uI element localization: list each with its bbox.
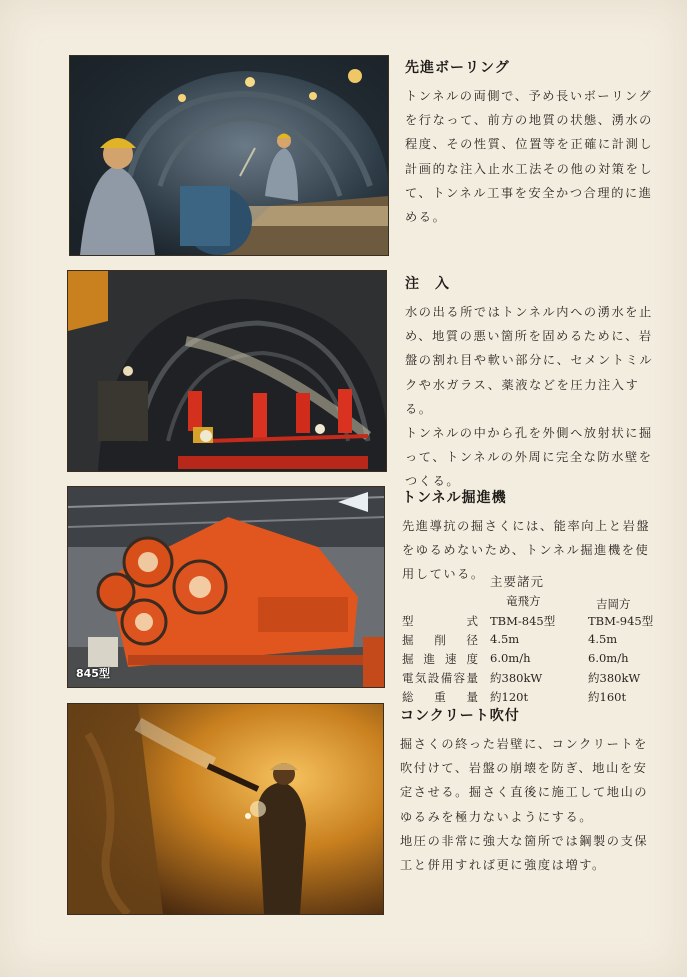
photo-advance-boring — [69, 55, 389, 256]
specs-row-value-1: 6.0m/h — [490, 651, 531, 665]
photo-tbm — [67, 486, 385, 688]
specs-column-header: 吉岡方 — [596, 597, 631, 611]
specs-row-label: 掘進速度 — [402, 652, 478, 666]
specs-title: 主要諸元 — [490, 574, 545, 589]
photo-shotcrete-image — [68, 704, 383, 914]
section-body: 掘さくの終った岩壁に、コンクリートを 吹付けて、岩盤の崩壊を防ぎ、地山を安 定させる。掘さく直後に施工して地山の ゆるみを極力ないようにする。 地圧の非常に強大な箇所では鋼製の支保 工と併用すれば更に強度は増す。 — [400, 737, 649, 873]
specs-row-value-1: 約380kW — [490, 671, 543, 685]
specs-row-label: 総 重 量 — [402, 690, 478, 704]
specs-row-value-2: 6.0m/h — [588, 651, 629, 665]
specs-row-label: 電気設備容量 — [402, 671, 478, 685]
photo-injection — [67, 270, 387, 472]
section-advance-boring — [405, 57, 655, 229]
specs-row — [402, 670, 662, 690]
specs-row-value-2: TBM-945型 — [588, 614, 654, 628]
section-body: 先進導抗の掘さくには、能率向上と岩盤 をゆるめないため、トンネル掘進機を使 用している。 — [402, 519, 651, 582]
photo-shotcrete — [67, 703, 384, 915]
specs-row-label: 型 式 — [402, 614, 478, 628]
section-body: トンネルの両側で、予め長いボーリング を行なって、前方の地質の状態、湧水の 程度、その性質、位置等を正確に計測し 計画的な注入止水工法その他の対策をし て、トンネル工事を安全かつ合理的に進 める。 — [405, 89, 654, 225]
section-injection — [405, 273, 655, 494]
section-body: 水の出る所ではトンネル内への湧水を止 め、地質の悪い箇所を固めるために、岩 盤の割れ目や軟い部分に、セメントミル クや水ガラス、薬液などを圧力注入する。 トンネルの中から孔を外側へ放射状に掘 って、トンネルの外周に完全な防水壁を つくる。 — [405, 305, 654, 489]
section-heading: 先進ボーリング — [405, 60, 510, 76]
specs-row — [402, 632, 662, 652]
photo-tbm-image — [68, 487, 384, 687]
specs-row-value-2: 約380kW — [588, 671, 641, 685]
photo-advance-boring-image — [70, 56, 388, 255]
section-heading: 注 入 — [405, 276, 450, 292]
specs-column-header: 竜飛方 — [506, 594, 541, 608]
specs-row-value-1: 4.5m — [490, 632, 520, 646]
specs-row-value-1: 約120t — [490, 690, 529, 704]
specs-row-label: 掘 削 径 — [402, 633, 478, 647]
specs-row-value-2: 約160t — [588, 690, 627, 704]
specs-row — [402, 613, 662, 633]
photo-caption: 845型 — [76, 667, 110, 680]
section-heading: コンクリート吹付 — [400, 708, 520, 724]
specs-row-value-2: 4.5m — [588, 632, 618, 646]
specs-row — [402, 651, 662, 671]
photo-injection-image — [68, 271, 386, 471]
specs-row-value-1: TBM-845型 — [490, 614, 556, 628]
section-shotcrete — [400, 705, 658, 877]
section-heading: トンネル掘進機 — [402, 490, 507, 506]
